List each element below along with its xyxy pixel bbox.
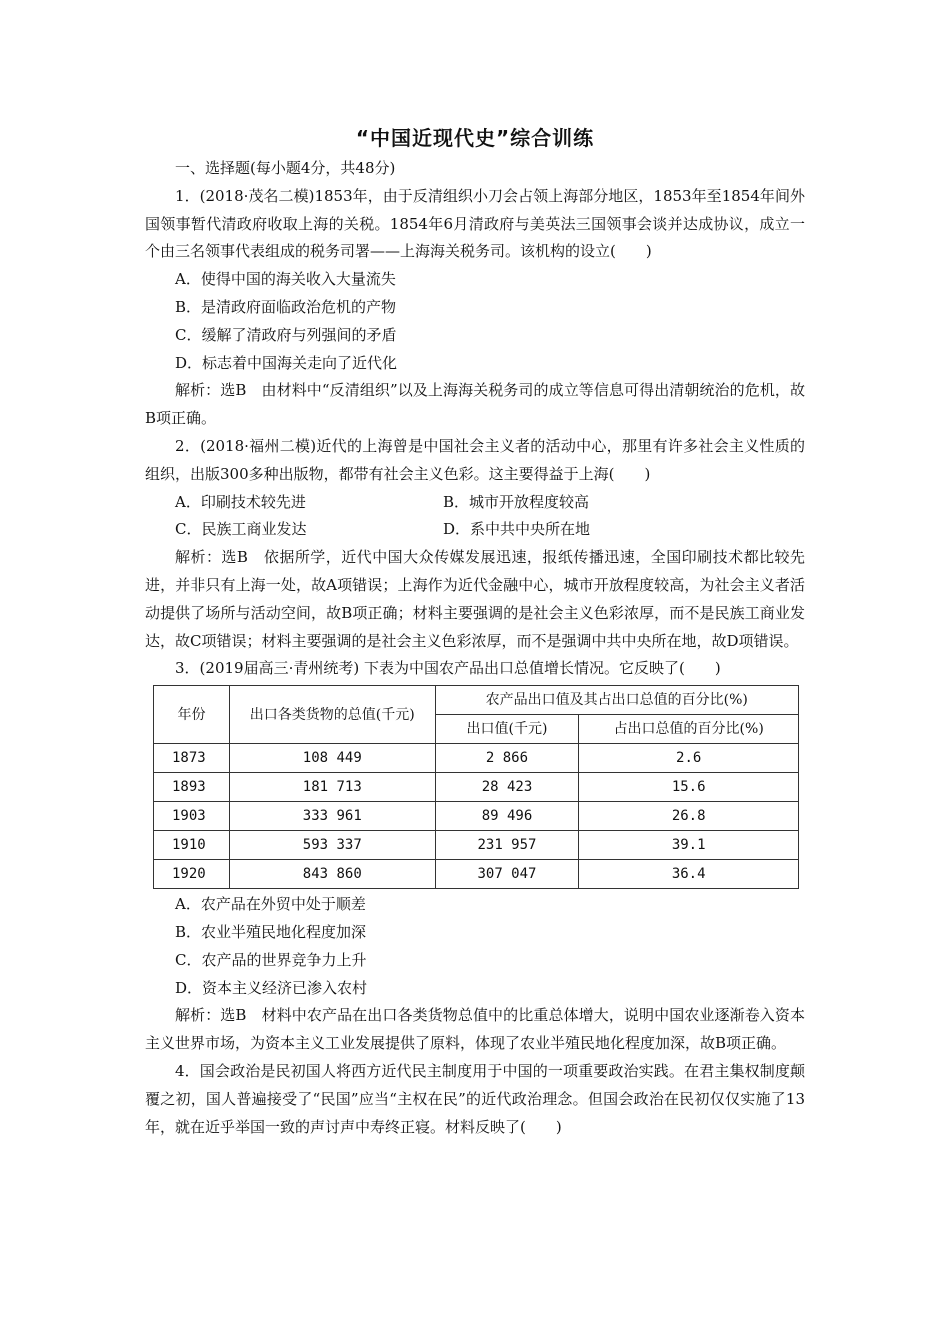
- header-total-export: 出口各类货物的总值(千元): [229, 686, 435, 744]
- header-export-percent: 占出口总值的百分比(%): [579, 715, 799, 744]
- table-header-row: [154, 686, 799, 715]
- cell-year: 1873: [154, 744, 230, 773]
- question-1-analysis: 解析：选B 由材料中“反清组织”以及上海海关税务司的成立等信息可得出清朝统治的危机，故B项正确。: [145, 381, 805, 428]
- cell-total: 843 860: [229, 860, 435, 889]
- question-3-option-c: C．农产品的世界竞争力上升: [175, 950, 367, 969]
- question-2-stem: 2．(2018·福州二模)近代的上海曾是中国社会主义者的活动中心，那里有许多社会主义性质的组织，出版300多种出版物，都带有社会主义色彩。这主要得益于上海( ): [145, 436, 805, 483]
- cell-total: 108 449: [229, 744, 435, 773]
- question-2-option-c: C．民族工商业发达: [175, 520, 307, 539]
- cell-value: 89 496: [435, 802, 579, 831]
- cell-total: 593 337: [229, 831, 435, 860]
- question-2-option-d: D．系中共中央所在地: [443, 520, 591, 539]
- export-data-table: [153, 685, 799, 889]
- cell-year: 1920: [154, 860, 230, 889]
- question-3-option-a: A．农产品在外贸中处于顺差: [175, 895, 366, 914]
- cell-value: 28 423: [435, 773, 579, 802]
- cell-percent: 26.8: [579, 802, 799, 831]
- cell-year: 1910: [154, 831, 230, 860]
- question-1-option-c: C．缓解了清政府与列强间的矛盾: [175, 325, 397, 344]
- section-heading: 一、选择题(每小题4分，共48分): [175, 159, 396, 177]
- header-agri-export: 农产品出口值及其占出口总值的百分比(%): [435, 686, 798, 715]
- cell-percent: 2.6: [579, 744, 799, 773]
- question-2-options-row-2: [145, 516, 805, 544]
- question-1-stem: 1．(2018·茂名二模)1853年，由于反清组织小刀会占领上海部分地区，1853年至1854年间外国领事暂代清政府收取上海的关税。1854年6月清政府与美英法三国领事会谈并达成协议，成立一个由三名领事代表组成的税务司署——上海海关税务司。该机构的设立( ): [145, 186, 805, 261]
- cell-value: 307 047: [435, 860, 579, 889]
- question-3-stem: 3．(2019届高三·青州统考) 下表为中国农产品出口总值增长情况。它反映了( ): [175, 659, 721, 678]
- question-2-options-row-1: [145, 489, 805, 517]
- cell-value: 2 866: [435, 744, 579, 773]
- question-2-option-a: A．印刷技术较先进: [175, 492, 306, 511]
- page-title: “中国近现代史”综合训练: [355, 126, 595, 150]
- cell-percent: 36.4: [579, 860, 799, 889]
- cell-total: 333 961: [229, 802, 435, 831]
- question-4-stem: 4．国会政治是民初国人将西方近代民主制度用于中国的一项重要政治实践。在君主集权制度颠覆之初，国人普遍接受了“民国”应当“主权在民”的近代政治理念。但国会政治在民初仅仅实施了13年，就在近乎举国一致的声讨声中寿终正寝。材料反映了( ): [145, 1061, 805, 1136]
- question-2-analysis: 解析：选B 依据所学，近代中国大众传媒发展迅速，报纸传播迅速，全国印刷技术都比较先进，并非只有上海一处，故A项错误；上海作为近代金融中心，城市开放程度较高，为社会主义者活动提供了场所与活动空间，故B项正确；材料主要强调的是社会主义色彩浓厚，而不是民族工商业发达，故C项错误；材料主要强调的是社会主义色彩浓厚，而不是强调中共中央所在地，故D项错误。: [145, 548, 805, 650]
- table-row: [154, 802, 799, 831]
- document-body: [145, 122, 805, 1141]
- question-2-option-b: B．城市开放程度较高: [443, 492, 590, 511]
- table-row: [154, 831, 799, 860]
- table-row: [154, 773, 799, 802]
- header-export-value: 出口值(千元): [435, 715, 579, 744]
- cell-year: 1903: [154, 802, 230, 831]
- table-row: [154, 744, 799, 773]
- header-year: 年份: [154, 686, 230, 744]
- cell-percent: 15.6: [579, 773, 799, 802]
- cell-value: 231 957: [435, 831, 579, 860]
- question-3-analysis: 解析：选B 材料中农产品在出口各类货物总值中的比重总体增大，说明中国农业逐渐卷入资本主义世界市场，为资本主义工业发展提供了原料，体现了农业半殖民地化程度加深，故B项正确。: [145, 1006, 805, 1053]
- question-1-option-d: D．标志着中国海关走向了近代化: [175, 353, 398, 372]
- question-1-option-a: A．使得中国的海关收入大量流失: [175, 270, 396, 289]
- question-1-option-b: B．是清政府面临政治危机的产物: [175, 297, 397, 316]
- question-3-option-d: D．资本主义经济已渗入农村: [175, 978, 368, 997]
- cell-percent: 39.1: [579, 831, 799, 860]
- question-3-option-b: B．农业半殖民地化程度加深: [175, 922, 367, 941]
- cell-year: 1893: [154, 773, 230, 802]
- table-row: [154, 860, 799, 889]
- cell-total: 181 713: [229, 773, 435, 802]
